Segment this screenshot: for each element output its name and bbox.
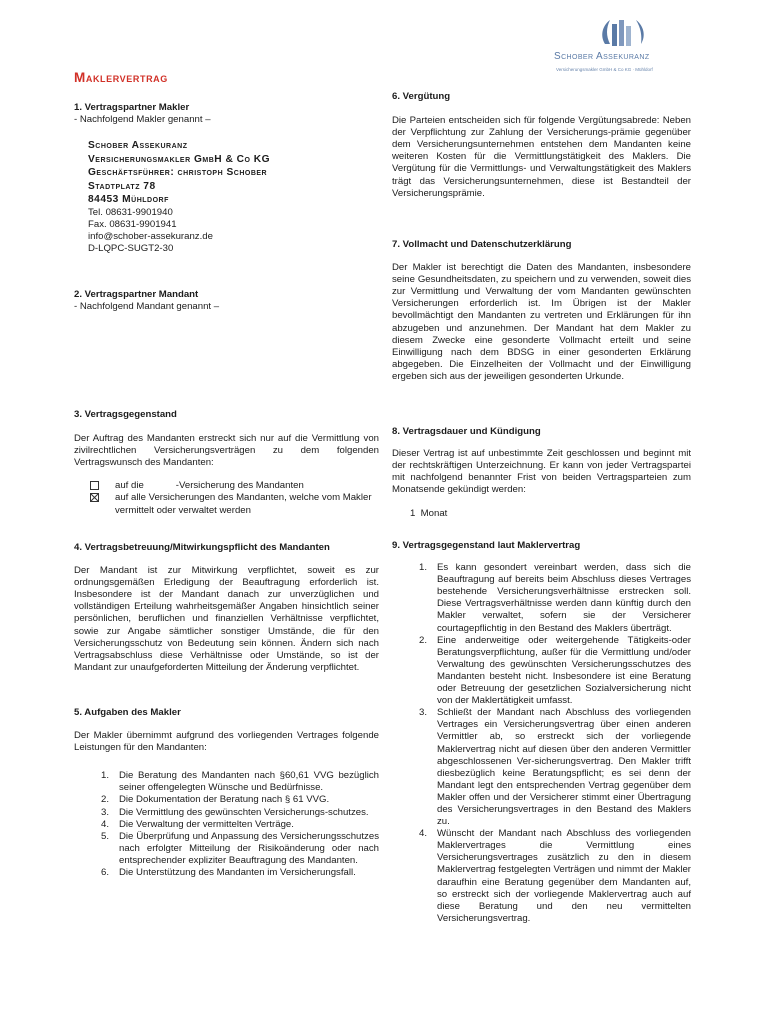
section-6-text: Die Parteien entscheiden sich für folgende Vergütungsabrede: Neben der Verpflichtung zur Zahlung der Versicherungs-prämie gegenüber dem Versicherungsunternehmen entstehen dem Mandanten keine weiteren Kosten für die Vermittlungstätigkeit des Maklers. Die Vergütung für die Vermittlungs- und Verwaltungstätigkeit des Maklers trägt das Versicherungsunternehmen, diese ist Bestandteil der Versicherungsprämie.	[392, 115, 691, 199]
list-item-number: 6.	[100, 867, 109, 879]
section-3-heading: 3. Vertragsgegenstand	[74, 409, 177, 420]
list-item-number: 1.	[418, 562, 427, 574]
list-item	[418, 634, 691, 708]
termination-period: 1 Monat	[410, 508, 448, 520]
company-phone: Tel. 08631-9901940	[88, 206, 173, 218]
list-item-text: Die Unterstützung des Mandanten im Versicherungsfall.	[119, 867, 356, 879]
section-7-heading: 7. Vollmacht und Datenschutzerklärung	[392, 239, 572, 250]
list-item-number: 2.	[418, 634, 427, 646]
section-1	[74, 102, 379, 126]
list-item	[100, 806, 379, 819]
list-item-text: Schließt der Mandant nach Abschluss des vorliegenden Vertrages ein Versicherungsvertrag über einen anderen Vermittler ab, so erstreckt sich der vorliegende Maklervertrag nicht auf diesen über den anderen Vermittler abgeschlossenen Ver-sicherungsvertrag. Den Makler trifft diesbezüglich keine Beratungspflicht; es sei denn der Mandant legt den entsprechenden Vertrag gegenüber dem Makler offen und der Versicherer stimmt einer Übertragung des Versicherungsvertrages in den Bestand des Maklers zu.	[437, 707, 691, 828]
list-item	[100, 867, 379, 879]
list-item-number: 5.	[100, 830, 109, 842]
section-5-heading: 5. Aufgaben des Makler	[74, 707, 181, 718]
section-8-text: Dieser Vertrag ist auf unbestimmte Zeit geschlossen und beginnt mit der rechtskräftigen Unterzeichnung. Er kann von jeder Vertragspartei mit nachfolgend benannter Frist von beiden Vertragsparteien zum Monatsende gekündigt werden:	[392, 448, 691, 496]
section-8-heading: 8. Vertragsdauer und Kündigung	[392, 426, 541, 437]
section-7	[392, 239, 691, 383]
section-3-text: Der Auftrag des Mandanten erstreckt sich nur auf die Vermittlung von zivilrechtlichen Versicherungsverträgen zu dem folgenden Vertragswunsch des Mandanten:	[74, 433, 379, 469]
logo-tagline: Versicherungsmakler GmbH & Co KG · Mühldorf	[556, 67, 653, 72]
section-8	[392, 426, 691, 521]
section-9-list	[392, 562, 691, 925]
list-item-text: Die Vermittlung des gewünschten Versicherungs-schutzes.	[119, 806, 369, 818]
option-specific-insurance[interactable]	[74, 480, 379, 492]
list-item-text: Die Dokumentation der Beratung nach § 61 VVG.	[119, 794, 330, 806]
list-item-number: 3.	[418, 707, 427, 719]
section-4-text: Der Mandant ist zur Mitwirkung verpflichtet, soweit es zur ordnungsgemäßen Erledigung der Beauftragung erforderlich ist. Insbesondere ist der Mandant danach zur unverzüglichen und vollständigen Erteilung wahrheitsgemäßer Angaben hinsichtlich seiner persönlichen, beruflichen und finanziellen Verhältnisse verpflichtet, sowie zur Angabe sämtlicher sonstiger Umstände, die für den Versicherungsschutz von Bedeutung sein können. Ändern sich nach Vertragsabschluss diese Verhältnisse oder Umstände, so ist der Mandant zur unaufgeforderten Mitteilung der Änderung verpflichtet.	[74, 565, 379, 673]
section-4-heading: 4. Vertragsbetreuung/Mitwirkungspflicht des Mandanten	[74, 542, 330, 553]
company-city: 84453 Mühldorf	[88, 194, 169, 205]
list-item-number: 3.	[100, 806, 109, 818]
option-all-insurances-label: auf alle Versicherungen des Mandanten, welche vom Makler vermittelt oder verwaltet werden	[115, 492, 372, 516]
list-item	[418, 828, 691, 925]
section-5	[74, 707, 379, 879]
list-item	[100, 830, 379, 867]
section-2-heading: 2. Vertragspartner Mandant	[74, 289, 199, 300]
list-item-text: Die Beratung des Mandanten nach §60,61 VVG bezüglich seiner offengelegten Wünsche und Bedürfnisse.	[119, 770, 379, 794]
section-2-subtitle: - Nachfolgend Mandant genannt –	[74, 301, 220, 313]
list-item-text: Eine anderweitige oder weitergehende Tätigkeits-oder Beratungsverpflichtung, außer für die Vermittlung und/oder Verwaltung des gewünschten Versicherungsschutzes des Mandanten besteht nicht. Insbesondere ist eine Beratung oder Betreuung der gesetzlichen Sozialversicherung nicht von der Maklertätigkeit umfasst.	[437, 634, 691, 707]
option-specific-insurance-label: auf die -Versicherung des Mandanten	[115, 480, 304, 492]
company-ceo: Geschäftsführer: christoph Schober	[88, 167, 268, 178]
section-1-subtitle: - Nachfolgend Makler genannt –	[74, 114, 211, 126]
section-1-heading: 1. Vertragspartner Makler	[74, 102, 190, 113]
list-item-number: 1.	[100, 770, 109, 782]
company-name: Schober Assekuranz	[88, 140, 188, 151]
list-item	[100, 818, 379, 831]
option-all-insurances[interactable]	[74, 492, 379, 516]
list-item	[100, 794, 379, 806]
logo-name: Schober Assekuranz	[554, 51, 650, 62]
list-item-text: Die Verwaltung der vermittelten Verträge.	[119, 818, 294, 830]
section-6-heading: 6. Vergütung	[392, 91, 451, 102]
list-item-number: 2.	[100, 794, 109, 806]
section-2	[74, 289, 379, 313]
section-6	[392, 91, 691, 200]
company-register-number: D-LQPC-SUGT2-30	[88, 242, 174, 254]
company-logo	[548, 14, 698, 70]
section-3	[74, 409, 379, 517]
list-item-text: Es kann gesondert vereinbart werden, dass sich die Beauftragung auf bereits beim Abschluss dieses Vertrages bestehende Versicherungsverhältnisse erstrecken soll. Diese Vertragsverhältnisse werden dann künftig durch den Makler verwaltet, sofern sie der Versicherer courtagepflichtig in den Bestand des Maklers überträgt.	[437, 562, 691, 634]
section-4	[74, 542, 379, 674]
company-legal-form: Versicherungsmakler GmbH & Co KG	[88, 153, 271, 165]
company-email: info@schober-assekuranz.de	[88, 230, 213, 242]
broker-address	[88, 139, 270, 255]
list-item-number: 4.	[100, 818, 109, 830]
checkbox-specific-insurance[interactable]	[90, 481, 99, 490]
list-item	[418, 562, 691, 635]
list-item-text: Wünscht der Mandant nach Abschluss des vorliegenden Maklervertrages die Vermittlung eines Versicherungsvertrages zusätzlich zu den in diesem Maklervertrag festgelegten Verträgen und nimmt der Makler daraufhin eine Beratung gegenüber dem Mandanten auf, so erstreckt sich der vorliegende Maklervertrag auch auf diese Beratung und den neu vermittelten Versicherungsvertrag.	[437, 828, 691, 924]
list-item-number: 4.	[418, 828, 427, 840]
logo-mark-icon	[548, 14, 698, 52]
section-5-intro: Der Makler übernimmt aufgrund des vorliegenden Vertrages folgende Leistungen für den Mandanten:	[74, 730, 379, 754]
company-street: Stadtplatz 78	[88, 180, 156, 192]
company-fax: Fax. 08631-9901941	[88, 218, 177, 230]
checkbox-all-insurances[interactable]	[90, 493, 99, 502]
list-item	[418, 707, 691, 828]
section-9-heading: 9. Vertragsgegenstand laut Maklervertrag	[392, 540, 581, 551]
list-item	[100, 770, 379, 794]
section-5-list	[74, 770, 379, 879]
section-9	[392, 540, 691, 925]
section-7-text: Der Makler ist berechtigt die Daten des Mandanten, insbesondere seine Gesundheitsdaten, zu speichern und zu verwenden, soweit dies zur Vermittlung und Verwaltung der vom Mandanten gewünschten Versicherungen erforderlich ist. Im Übrigen ist der Makler bevollmächtigt den Mandanten zu vertreten und Erklärungen für ihn abzugeben und anzunehmen. Der Mandant hat dem Makler zu diesem Zwecke eine gesonderte Vollmacht erteilt und seine Einwilligung nach dem BDSG in einer gesonderten Erklärung abgegeben. Die Einzelheiten der Vollmacht und der Einwilligung ergeben sich aus der jeweiligen gesonderten Urkunde.	[392, 262, 691, 382]
list-item-text: Die Überprüfung und Anpassung des Versicherungsschutzes nach erfolgter Mitteilung der Risikoänderung oder nach entsprechender expliziter Beauftragung des Mandanten.	[119, 830, 379, 866]
document-title: Maklervertrag	[74, 70, 168, 85]
